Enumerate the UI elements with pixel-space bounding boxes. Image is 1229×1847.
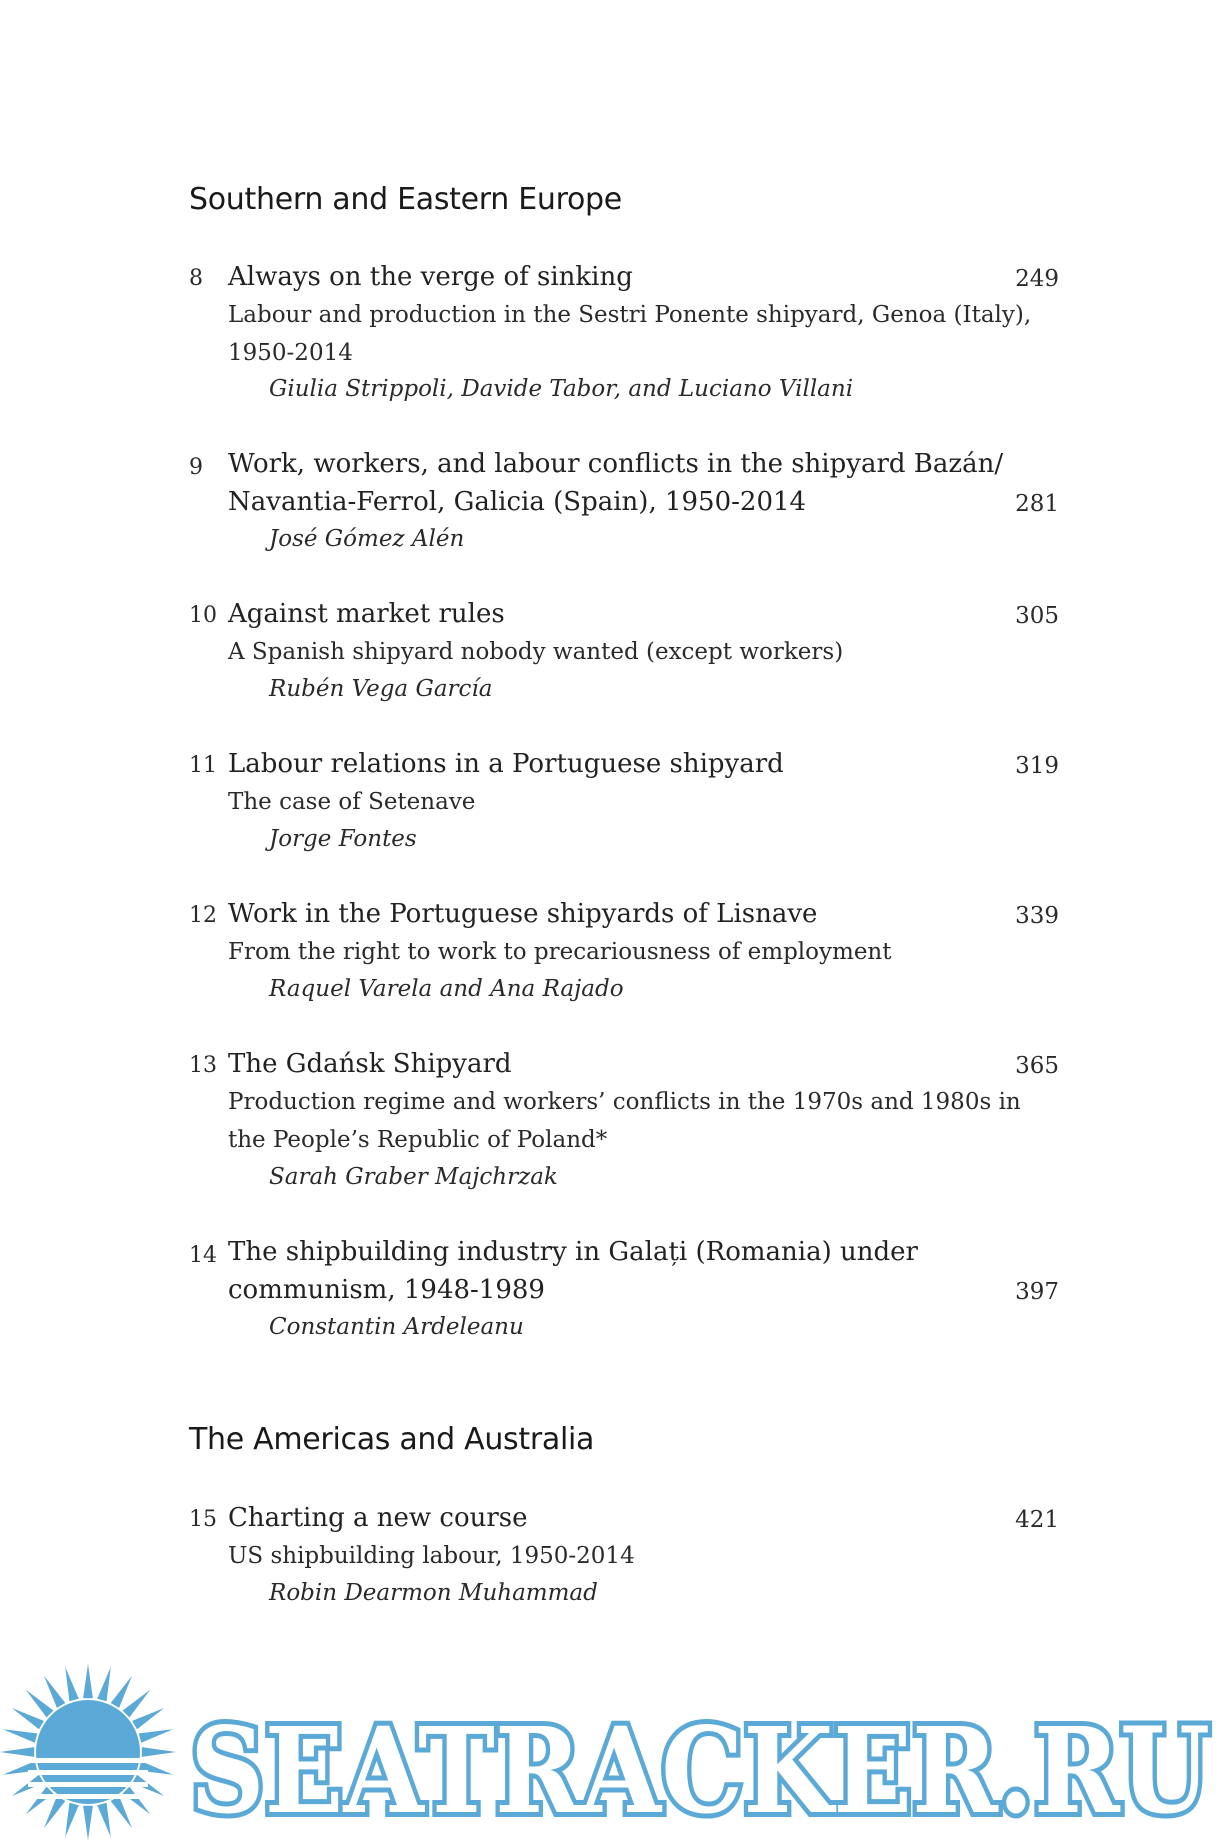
chapter-subtitle: the People’s Republic of Poland* [228,1127,608,1153]
chapter-subtitle: US shipbuilding labour, 1950-2014 [228,1543,635,1569]
toc-entry-11 [189,749,1059,859]
chapter-subtitle: From the right to work to precariousness of employment [228,939,892,965]
chapter-title: The Gdańsk Shipyard [228,1049,512,1079]
section-heading-southern-eastern-europe: Southern and Eastern Europe [189,182,622,217]
chapter-number: 13 [189,1053,217,1078]
chapter-author: Robin Dearmon Muhammad [269,1580,598,1606]
sun-ray [65,1803,79,1837]
toc-entry-12 [189,899,1059,1009]
chapter-number: 9 [189,455,203,480]
page-number: 397 [1015,1279,1059,1305]
sun-ray [26,1690,54,1718]
sun-ray [111,1676,132,1708]
chapter-number: 10 [189,603,217,628]
sun-ray [3,1729,37,1743]
chapter-title: communism, 1948-1989 [228,1275,545,1305]
sun-ray [26,1787,54,1815]
chapter-number: 12 [189,903,217,928]
chapter-number: 11 [189,753,217,778]
chapter-subtitle: Production regime and workers’ conflicts in the 1970s and 1980s in [228,1089,1021,1115]
section-heading-americas-australia: The Americas and Australia [189,1422,595,1457]
chapter-author: José Gómez Alén [269,526,465,552]
chapter-author: Giulia Strippoli, Davide Tabor, and Luciano Villani [269,376,854,402]
watermark-graphic [0,1662,1229,1843]
toc-entry-13 [189,1049,1059,1199]
sun-ray [97,1667,111,1701]
chapter-number: 14 [189,1243,217,1268]
page-number: 339 [1015,903,1059,929]
sun-ray [123,1690,151,1718]
page-number: 319 [1015,753,1059,779]
chapter-title: Work, workers, and labour conflicts in the shipyard Bazán/ [228,449,1004,479]
page-number: 281 [1015,491,1059,517]
sun-ray [142,1747,176,1757]
toc-entry-14 [189,1237,1059,1347]
chapter-title: Work in the Portuguese shipyards of Lisnave [228,899,818,929]
chapter-author: Constantin Ardeleanu [269,1314,524,1340]
page-number: 305 [1015,603,1059,629]
chapter-subtitle: The case of Setenave [228,789,476,815]
sun-ray [44,1796,65,1828]
sun-ray [139,1729,173,1743]
chapter-author: Sarah Graber Majchrzak [269,1164,558,1190]
chapter-title: Charting a new course [228,1503,528,1533]
watermark-text: SEATRACKER.RU [190,1701,1210,1840]
sun-ray [0,1747,34,1757]
chapter-author: Jorge Fontes [269,826,417,852]
chapter-subtitle: 1950-2014 [228,340,353,366]
sun-icon [0,1664,176,1840]
sun-ray [111,1796,132,1828]
watermark [0,1662,1229,1843]
chapter-author: Rubén Vega García [269,676,493,702]
chapter-author: Raquel Varela and Ana Rajado [269,976,624,1002]
sun-ray [12,1708,44,1729]
chapter-title: Always on the verge of sinking [228,262,633,292]
page-number: 421 [1015,1507,1059,1533]
sun-ray [132,1708,164,1729]
chapter-title: Navantia-Ferrol, Galicia (Spain), 1950-2014 [228,487,807,517]
chapter-number: 8 [189,266,203,291]
sun-ray [97,1803,111,1837]
toc-entry-15 [189,1503,1059,1613]
page-number: 249 [1015,266,1059,292]
sun-ray [65,1667,79,1701]
chapter-subtitle: A Spanish shipyard nobody wanted (except workers) [228,639,844,665]
chapter-title: Labour relations in a Portuguese shipyard [228,749,784,779]
chapter-number: 15 [189,1507,217,1532]
sun-ray [83,1664,93,1698]
page-number: 365 [1015,1053,1059,1079]
sun-ray [83,1806,93,1840]
chapter-subtitle: Labour and production in the Sestri Ponente shipyard, Genoa (Italy), [228,302,1032,328]
toc-entry-9 [189,449,1059,559]
chapter-title: The shipbuilding industry in Galați (Romania) under [228,1237,918,1267]
toc-entry-10 [189,599,1059,709]
sun-ray [44,1676,65,1708]
sun-ray [123,1787,151,1815]
toc-entry-8 [189,262,1059,402]
chapter-title: Against market rules [228,599,505,629]
